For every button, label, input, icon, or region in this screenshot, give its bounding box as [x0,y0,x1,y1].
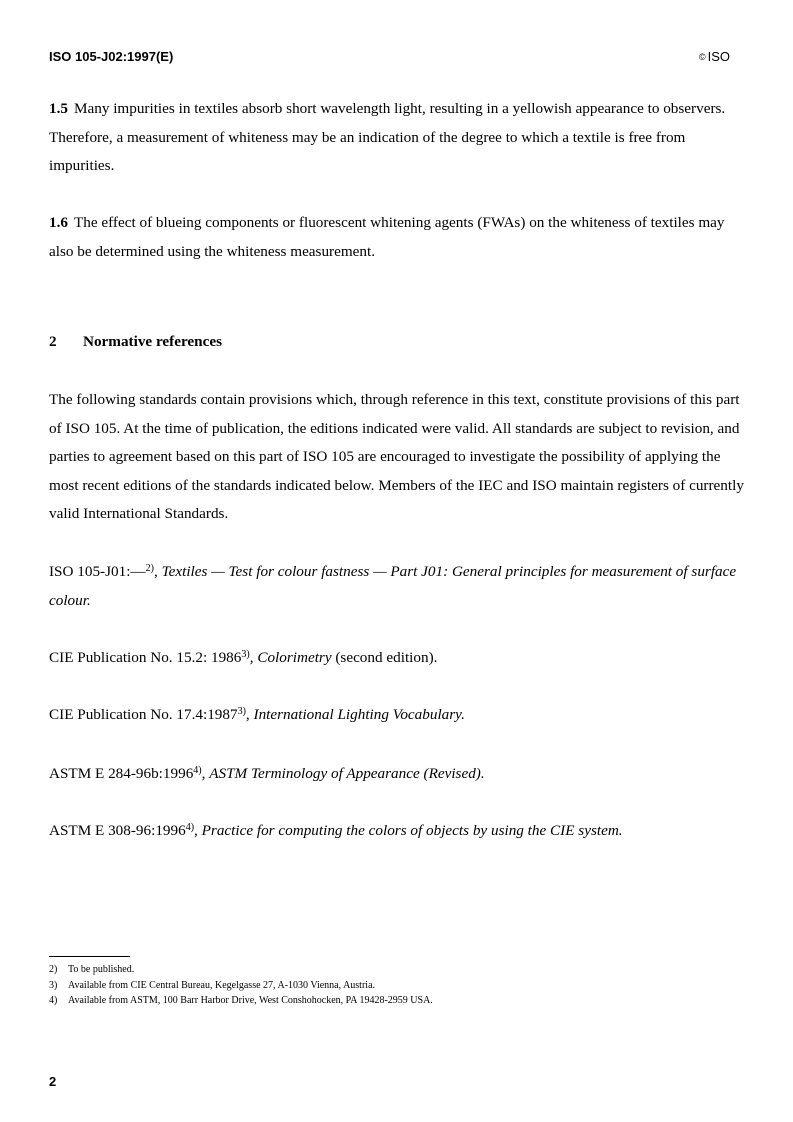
footnote-text: Available from ASTM, 100 Barr Harbor Drive, West Conshohocken, PA 19428-2959 USA. [68,995,433,1006]
ref-title: International Lighting Vocabulary. [253,706,465,723]
ref-footnote-mark: 3) [237,706,246,717]
ref-code: ASTM E 284-96b:1996 [49,765,194,782]
footnote-number: 2) [49,964,58,975]
footnote-number: 4) [49,995,58,1006]
copyright-icon: © [698,52,706,62]
footnote-divider [49,956,130,957]
reference-astm-e308: ASTM E 308-96:1996$^{4)}$, Practice for computing the colors of objects by using the CIE system. [49,822,623,839]
section-number: 2 [49,333,57,350]
page-number: 2 [49,1074,57,1089]
ref-title: Colorimetry [257,649,332,666]
footnote-number: 3) [49,979,58,991]
footnote-text: To be published. [68,964,135,975]
clause-1-6 [49,209,749,266]
ref-footnote-mark: 3) [241,649,250,660]
ref-code: ASTM E 308-96:1996 [49,822,186,839]
clause-1-5 [49,95,749,181]
clause-text: The effect of blueing components or fluorescent whitening agents (FWAs) on the whiteness of textiles may also be determined using the whiteness measurement. [49,214,725,260]
footnotes [49,962,433,1009]
reference-cie-15-2: CIE Publication No. 15.2: 1986$^{3)}$, Colorimetry (second edition). [49,649,438,666]
ref-footnote-mark: 4) [185,822,195,833]
ref-code: ISO 105-J01:— [49,563,146,580]
ref-code: CIE Publication No. 15.2: 1986 [49,649,242,666]
reference-cie-17-4: CIE Publication No. 17.4:1987$^{3)}$, International Lighting Vocabulary. [49,706,465,723]
clause-text: Many impurities in textiles absorb short wavelength light, resulting in a yellowish appearance to observers. Therefore, a measurement of whiteness may be an indication of the degree to which a textile is free from impurities. [49,100,726,174]
ref-title: Practice for computing the colors of objects by using the CIE system. [201,822,623,839]
clause-number: 1.6 [49,214,68,231]
section-intro: The following standards contain provisions which, through reference in this text, constitute provisions of this part of ISO 105. At the time of publication, the editions indicated were valid. All standards are subject to revision, and parties to agreement based on this part of ISO 105 are encouraged to investigate the possibility of applying the most recent editions of the standards indicated below. Members of the IEC and ISO maintain registers of currently valid International Standards. [49,391,744,522]
copyright-notice [699,49,730,64]
ref-edition: (second edition). [331,649,438,666]
section-heading [49,333,222,351]
reference-astm-e284: ASTM E 284-96b:1996$^{4)}$, ASTM Terminology of Appearance (Revised). [49,765,485,782]
ref-footnote-mark: 2) [145,563,154,574]
reference-iso-105-j01: ISO 105-J01:—$^{2)}$, Textiles — Test for colour fastness — Part J01: General principles for measurement of surface colour. [49,563,737,609]
footnote-3 [49,978,433,994]
ref-code: CIE Publication No. 17.4:1987 [49,706,238,723]
ref-title: Textiles — Test for colour fastness — Part J01: General principles for measurement of surface colour. [49,563,737,609]
copyright-org: ISO [707,49,730,64]
ref-title: ASTM Terminology of Appearance (Revised). [209,765,485,782]
footnote-2 [49,962,433,978]
section-title: Normative references [83,333,223,350]
ref-footnote-mark: 4) [193,765,202,776]
document-id: ISO 105-J02:1997(E) [49,49,174,64]
footnote-4 [49,993,433,1009]
footnote-text: Available from CIE Central Bureau, Kegelgasse 27, A-1030 Vienna, Austria. [68,979,376,991]
clause-number: 1.5 [49,100,68,117]
